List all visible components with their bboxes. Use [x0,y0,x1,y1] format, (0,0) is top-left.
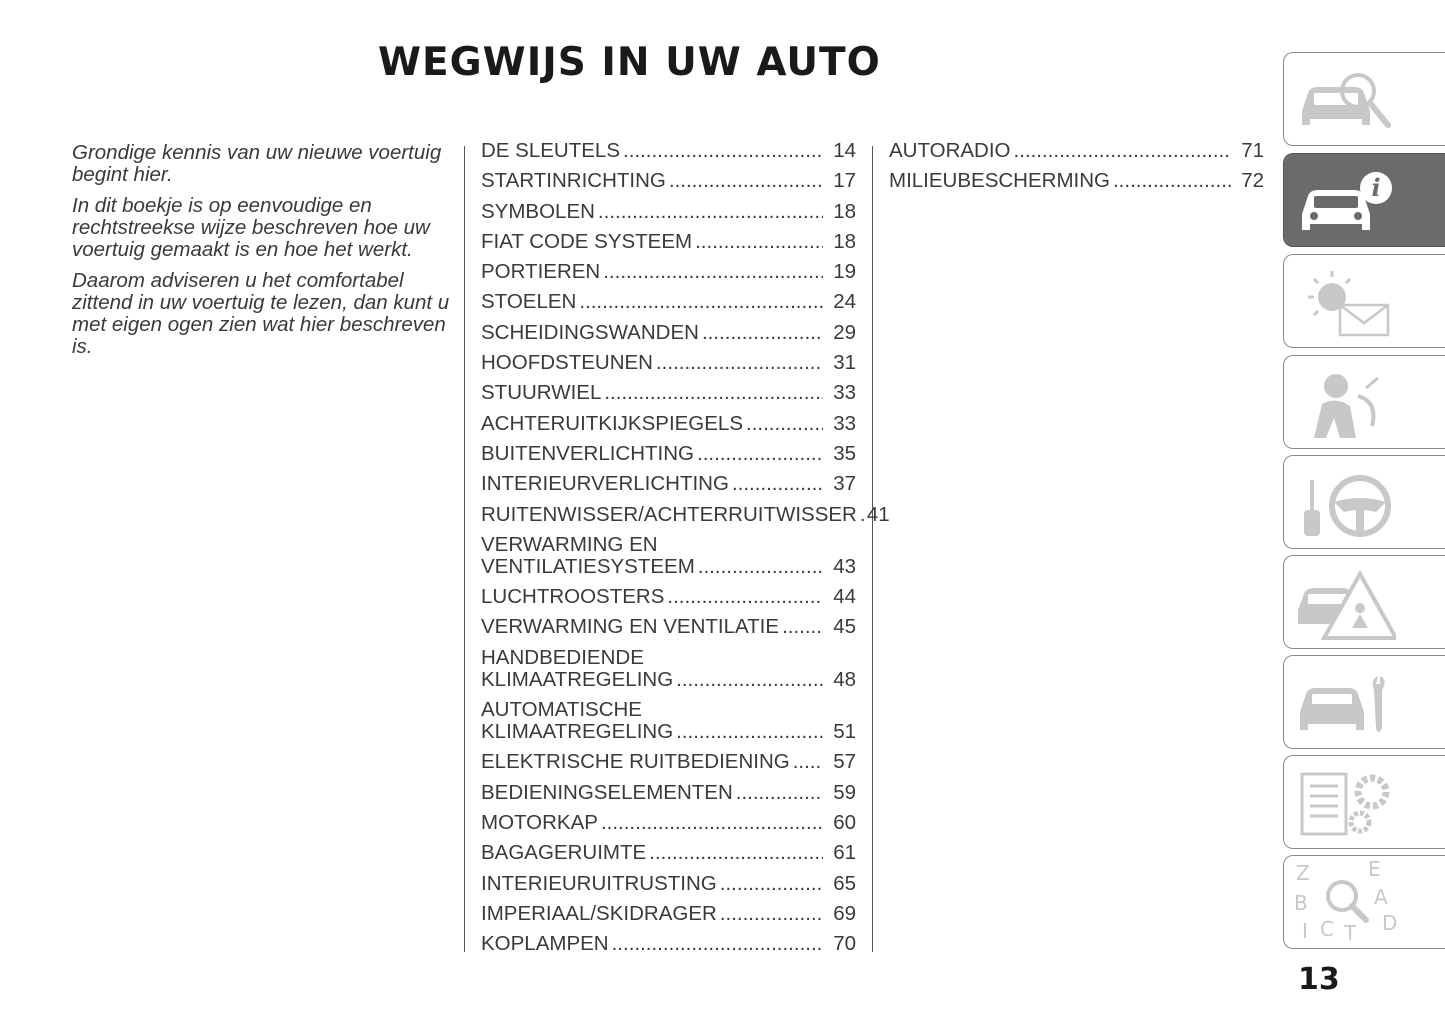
toc-entry-label: RUITENWISSER/ACHTERRUITWISSER [481,502,857,526]
index-letter: B [1294,891,1308,915]
toc-entry[interactable] [481,502,890,526]
toc-dot-leader [649,842,823,864]
toc-entry-label: IMPERIAAL/SKIDRAGER [481,901,717,925]
toc-entry-page: 14 [833,139,856,162]
toc-entry-page: 51 [833,720,856,744]
toc-column-1 [481,139,890,963]
toc-entry-label: STUURWIEL [481,381,602,405]
toc-entry-page: 35 [833,441,856,465]
toc-entry[interactable] [481,903,856,925]
tab-car-warning[interactable] [1283,555,1445,649]
column-divider [464,146,465,952]
toc-entry[interactable] [889,140,1264,162]
toc-entry-label: AUTORADIO [889,139,1011,162]
toc-entry-page: 37 [833,472,856,496]
light-envelope-icon [1296,265,1396,339]
toc-entry-label: FIAT CODE SYSTEEM [481,229,693,253]
toc-entry-page: 41 [866,502,890,526]
column-divider [872,146,873,952]
airbag-person-icon [1296,366,1396,440]
toc-dot-leader [667,586,823,608]
toc-entry-label: INTERIEURUITRUSTING [481,871,717,895]
toc-entry-label: LUCHTROOSTERS [481,585,665,609]
toc-entry-label-line1: HANDBEDIENDE [481,645,644,669]
toc-entry-page: 61 [833,841,856,865]
toc-entry[interactable] [481,782,856,804]
toc-dot-leader [669,170,823,192]
toc-dot-leader [695,231,823,253]
toc-entry-page: 65 [833,871,856,895]
toc-dot-leader [746,413,823,435]
tab-car-info[interactable] [1283,153,1445,247]
toc-entry-label: ACHTERUITKIJKSPIEGELS [481,411,744,435]
toc-dot-leader [732,473,823,495]
car-wrench-icon [1296,666,1396,740]
toc-entry-label: MILIEUBESCHERMING [889,169,1110,193]
toc-entry[interactable] [481,413,856,435]
index-letter: D [1382,911,1398,935]
toc-dot-leader [623,140,823,162]
toc-entry-label: INTERIEURVERLICHTING [481,472,729,496]
toc-dot-leader [579,291,823,313]
toc-entry-label: HOOFDSTEUNEN [481,351,653,375]
toc-entry-label: KOPLAMPEN [481,932,609,956]
toc-entry[interactable] [481,140,856,162]
toc-dot-leader [1113,170,1231,192]
toc-entry-page: 59 [833,780,856,804]
toc-entry[interactable] [481,586,856,608]
toc-dot-leader [598,201,823,223]
toc-entry-page: 17 [833,169,856,193]
toc-dot-leader [782,616,823,638]
page-title: WEGWIJS IN UW AUTO [378,40,881,85]
toc-entry[interactable] [889,170,1264,192]
tab-car-wrench[interactable] [1283,655,1445,749]
toc-dot-leader [720,903,823,925]
car-search-icon [1296,63,1396,137]
toc-entry-page: 72 [1241,169,1264,193]
toc-dot-leader [1014,140,1232,162]
toc-entry-page: 31 [833,351,856,375]
tab-car-search[interactable] [1283,52,1445,146]
specs-gear-icon [1296,766,1396,840]
car-info-icon [1296,164,1396,238]
toc-entry-page: 18 [833,199,856,223]
toc-dot-leader [656,352,823,374]
toc-entry-label: ELEKTRISCHE RUITBEDIENING [481,750,790,774]
toc-entry[interactable] [481,647,856,691]
index-letter: E [1368,860,1381,881]
intro-paragraph: In dit boekje is op eenvoudige en rechtstreekse wijze beschreven hoe uw voertuig gemaakt is en hoe het werkt. [72,194,430,261]
toc-entry-page: 70 [833,932,856,956]
toc-entry-page: 24 [833,290,856,314]
index-letter: T [1344,921,1357,940]
toc-entry[interactable] [481,873,856,895]
tab-index[interactable] [1283,855,1445,949]
toc-entry-label: MOTORKAP [481,810,598,834]
toc-entry[interactable] [481,322,856,344]
toc-entry-label: KLIMAATREGELING [481,720,674,744]
toc-entry-label: KLIMAATREGELING [481,667,674,691]
toc-entry-label: STARTINRICHTING [481,169,666,193]
index-letter: A [1374,885,1388,909]
toc-entry[interactable] [481,842,856,864]
toc-entry-page: 33 [833,411,856,435]
toc-entry-page: 69 [833,901,856,925]
toc-entry-page: 19 [833,260,856,284]
toc-dot-leader [860,504,864,526]
toc-entry[interactable] [481,473,856,495]
toc-entry-label: STOELEN [481,290,577,314]
toc-entry-label: VERWARMING EN VENTILATIE [481,615,780,639]
index-search-icon [1292,860,1402,940]
toc-dot-leader [612,933,823,955]
toc-dot-leader [702,322,823,344]
toc-entry[interactable] [481,616,856,638]
toc-entry[interactable] [481,261,856,283]
toc-entry-label: VENTILATIESYSTEEM [481,554,695,578]
toc-dot-leader [793,751,823,773]
tab-airbag[interactable] [1283,355,1445,449]
toc-entry[interactable] [481,291,856,313]
toc-entry-page: 44 [833,585,856,609]
toc-entry-page: 43 [833,554,856,578]
svg-text:i: i [1371,173,1381,202]
toc-dot-leader [736,782,823,804]
toc-entry-label: SCHEIDINGSWANDEN [481,320,699,344]
toc-entry-label: BEDIENINGSELEMENTEN [481,780,733,804]
index-letter: C [1320,917,1334,940]
index-letter: Z [1296,861,1310,885]
toc-entry-page: 48 [833,667,856,691]
toc-dot-leader [720,873,823,895]
intro-paragraph: Grondige kennis van uw nieuwe voertuig begint hier. [72,141,442,186]
toc-dot-leader [676,669,823,691]
toc-entry[interactable] [481,751,856,773]
toc-entry-label: PORTIEREN [481,260,601,284]
toc-entry-label: DE SLEUTELS [481,139,620,162]
toc-entry[interactable] [481,443,856,465]
toc-entry-page: 29 [833,320,856,344]
toc-entry-page: 45 [833,615,856,639]
toc-dot-leader [601,812,823,834]
toc-entry[interactable] [481,699,856,743]
intro-text [72,142,452,367]
toc-dot-leader [604,382,823,404]
toc-dot-leader [698,556,823,578]
toc-entry-label: SYMBOLEN [481,199,595,223]
toc-entry-page: 33 [833,381,856,405]
toc-entry[interactable] [481,201,856,223]
toc-entry[interactable] [481,170,856,192]
tab-light-envelope[interactable] [1283,254,1445,348]
toc-entry-label: BAGAGERUIMTE [481,841,647,865]
car-warning-triangle-icon [1296,566,1396,640]
page-number: 13 [1298,962,1340,997]
toc-entry[interactable] [481,382,856,404]
toc-dot-leader [676,721,823,743]
toc-column-2 [889,140,1264,201]
toc-entry-label-line1: AUTOMATISCHE [481,698,642,722]
index-letter: I [1302,919,1308,940]
toc-entry-page: 18 [833,229,856,253]
key-steering-wheel-icon [1296,466,1396,540]
toc-dot-leader [603,261,823,283]
toc-dot-leader [697,443,823,465]
toc-entry-label-line1: VERWARMING EN [481,532,658,556]
toc-entry[interactable] [481,812,856,834]
toc-entry[interactable] [481,231,856,253]
intro-paragraph: Daarom adviseren u het comfortabel zittend in uw voertuig te lezen, dan kunt u met eigen ogen zien wat hier beschreven is. [72,269,450,358]
tab-specs[interactable] [1283,755,1445,849]
toc-entry-page: 71 [1241,139,1264,162]
toc-entry[interactable] [481,352,856,374]
toc-entry-page: 60 [833,810,856,834]
toc-entry-label: BUITENVERLICHTING [481,441,694,465]
toc-entry-page: 57 [833,750,856,774]
toc-entry[interactable] [481,933,856,955]
toc-entry[interactable] [481,534,856,578]
tab-key-steering[interactable] [1283,455,1445,549]
